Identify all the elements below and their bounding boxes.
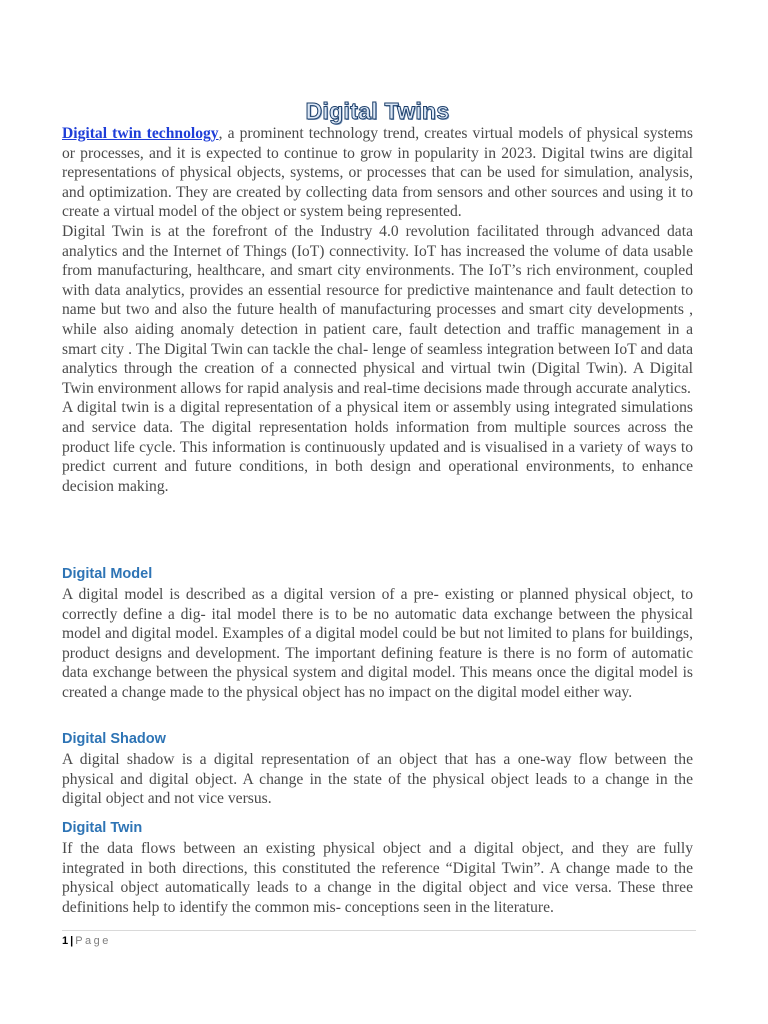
page-label: Page (75, 935, 111, 947)
footer-divider (62, 930, 696, 931)
footer-separator: | (70, 935, 74, 947)
digital-model-heading: Digital Model (62, 566, 153, 582)
intro-paragraph-3: A digital twin is a digital representation of a physical item or assembly using integrated simulations and service data. The digital representation holds information from multiple sources across the product life cycle. This information is continuously updated and is visualised in a variety of ways to predict current and future conditions, in both design and operational environments, to enhance decision making. (62, 399, 693, 495)
digital-model-paragraph: A digital model is described as a digital version of a pre- existing or planned physical object, to correctly define a dig- ital model there is to be no automatic data exchange between the physical model and digital model. Examples of a digital model could be but not limited to plans for buildings, product designs and development. The important defining feature is there is no form of automatic data exchange between the physical system and digital model. This means once the digital model is created a change made to the physical object has no impact on the digital model either way. (62, 586, 693, 701)
intro-paragraph-1-text: , a prominent technology trend, creates virtual models of physical systems or processes, and it is expected to continue to grow in popularity in 2023. Digital twins are digital representations of physical objects, systems, or processes that can be used for simulation, analysis, and optimization. They are created by collecting data from sensors and other sources and using it to create a virtual model of the object or system being represented. (62, 125, 694, 221)
page-number: 1 (62, 935, 69, 947)
intro-paragraph-1 (62, 124, 693, 222)
digital-twin-paragraph: If the data flows between an existing physical object and a digital object, and they are fully integrated in both directions, this constituted the reference “Digital Twin”. A change made to the physical object automatically leads to a change in the digital object and vice versa. These three definitions help to identify the common mis- conceptions seen in the literature. (62, 840, 693, 916)
intro-paragraph-2: Digital Twin is at the forefront of the Industry 4.0 revolution facilitated through advanced data analytics and the Internet of Things (IoT) connectivity. IoT has increased the volume of data usable from manufacturing, healthcare, and smart city environments. The IoT’s rich environment, coupled with data analytics, provides an essential resource for predictive maintenance and fault detection to name but two and also the future health of manufacturing processes and smart city developments , while also aiding anomaly detection in patient care, fault detection and traffic management in a smart city . The Digital Twin can tackle the chal- lenge of seamless integration between IoT and data analytics through the creation of a connected physical and virtual twin (Digital Twin). A Digital Twin environment allows for rapid analysis and real-time decisions made through accurate analytics. (62, 222, 693, 397)
digital-twin-technology-link[interactable]: Digital twin technology (62, 125, 219, 142)
intro-section (62, 124, 693, 496)
page-footer (62, 934, 111, 948)
digital-twin-heading: Digital Twin (62, 820, 143, 836)
document-title: Digital Twins (305, 98, 450, 124)
digital-shadow-paragraph: A digital shadow is a digital representation of an object that has a one-way flow between the physical and digital object. A change in the state of the physical object leads to a change in the digital object and not vice versus. (62, 751, 693, 808)
digital-shadow-heading: Digital Shadow (62, 731, 166, 747)
